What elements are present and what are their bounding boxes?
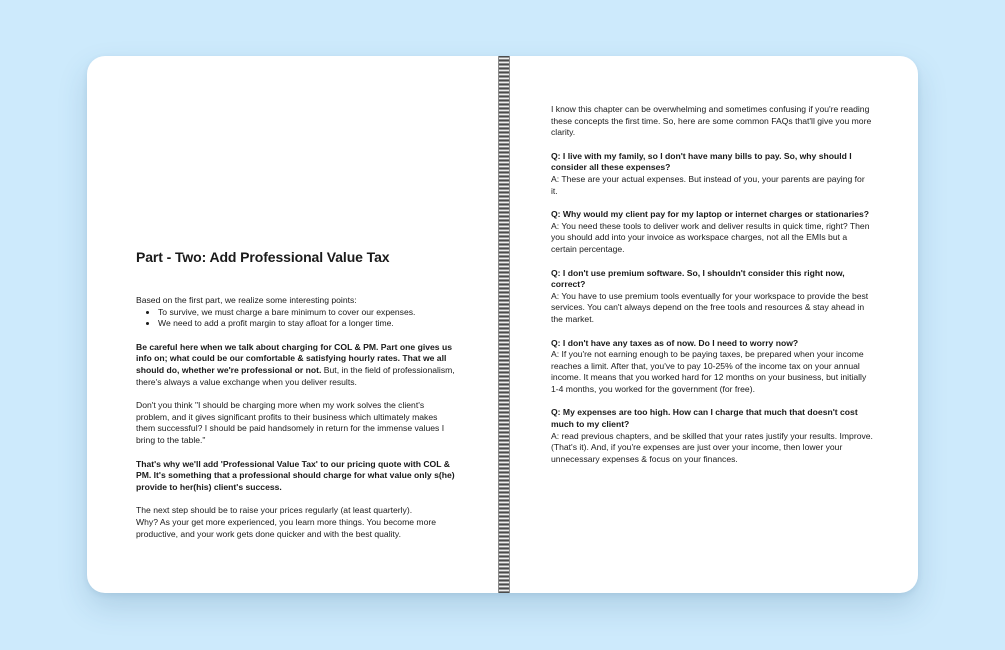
left-page-content <box>136 249 458 552</box>
faq-answer: A: read previous chapters, and be skilled that your rates justify your results. Improve. (That's it). And, if you're expenses are just over your income, then lower your unnecessary expenses & focus on your finances. <box>551 430 873 464</box>
open-book <box>87 56 918 593</box>
paragraph-careful <box>136 342 458 388</box>
faq-item <box>551 209 873 255</box>
faq-item <box>551 407 873 465</box>
faq-intro: I know this chapter can be overwhelming and sometimes confusing if you're reading these concepts the first time. So, here are some common FAQs that'll give you more clarity. <box>551 104 872 138</box>
faq-answer: A: These are your actual expenses. But instead of you, your parents are paying for it. <box>551 173 865 196</box>
faq-item <box>551 151 873 197</box>
right-page <box>507 56 918 593</box>
faq-question: Q: Why would my client pay for my laptop or internet charges or stationaries? <box>551 209 870 220</box>
bold-text: That's why we'll add 'Professional Value Tax' to our pricing quote with COL & PM. It's something that a professional should charge for what value only s(he) provide to her(his) client's success. <box>136 458 455 492</box>
list-item: • To survive, we must charge a bare minimum to cover our expenses. <box>158 307 458 319</box>
faq-answer: A: You have to use premium tools eventually for your workspace to provide the best services. You can't always depend on the free tools and resources & stay ahead in the market. <box>551 290 869 324</box>
left-page <box>87 56 499 593</box>
chapter-title: Part - Two: Add Professional Value Tax <box>136 249 390 265</box>
faq-answer: A: If you're not earning enough to be paying taxes, be prepared when your income reaches a limit. After that, you've to pay 10-25% of the income tax on your annual income. It means that you worked hard for 12 months on your business, but initially 1-4 months, you worked for the government (for free). <box>551 349 867 394</box>
paragraph-value-tax <box>136 459 458 494</box>
next-step-line: The next step should be to raise your prices regularly (at least quarterly). <box>136 505 413 516</box>
why-line: Why? As your get more experienced, you learn more things. You become more productive, and your work gets done quicker and with the best quality. <box>136 516 436 539</box>
intro-paragraph: Based on the first part, we realize some interesting points: <box>136 295 357 305</box>
faq-question: Q: I live with my family, so I don't have many bills to pay. So, why should I consider all these expenses? <box>551 150 852 173</box>
paragraph-next-step <box>136 505 458 540</box>
right-page-content <box>551 104 873 477</box>
points-list <box>136 307 458 330</box>
faq-question: Q: My expenses are too high. How can I charge that much that doesn't cost much to my client? <box>551 407 858 430</box>
faq-item <box>551 268 873 326</box>
bold-text: Be careful here when we talk about charging for COL & PM. Part one gives us info on; what could be our comfortable & satisfying hourly rates. That we all should do, whether we're professional or not. <box>136 341 452 375</box>
faq-question: Q: I don't use premium software. So, I shouldn't consider this right now, correct? <box>551 267 845 290</box>
faq-item <box>551 338 873 396</box>
list-item: • We need to add a profit margin to stay afloat for a longer time. <box>158 318 458 330</box>
faq-answer: A: You need these tools to deliver work and deliver results in quick time, right? Then you should add into your invoice as workspace charges, not all the EMIs but a certain percentage. <box>551 220 870 254</box>
paragraph-quote: Don't you think "I should be charging more when my work solves the client's problem, and it gives significant profits to their business which ultimately makes them successful? I should be paid handsomely in return for the immense values I bring to the table." <box>136 400 445 445</box>
normal-text: But, in the field of professionalism, there's always a value exchange when you deliver results. <box>136 364 455 387</box>
faq-question: Q: I don't have any taxes as of now. Do I need to worry now? <box>551 337 799 348</box>
